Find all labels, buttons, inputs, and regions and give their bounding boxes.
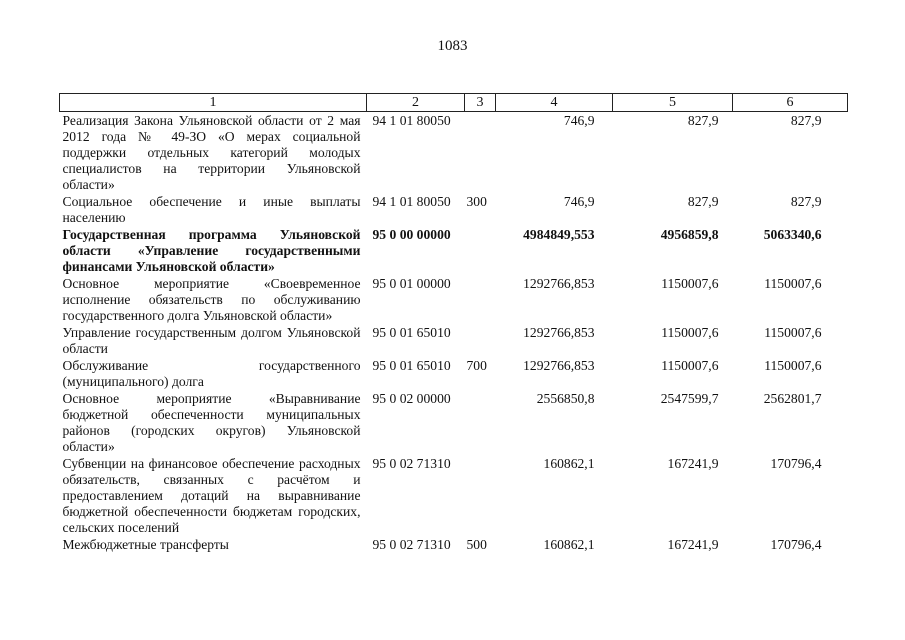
- row-value-col-4: 1292766,853: [523, 358, 595, 373]
- row-value-col-5: 827,9: [687, 194, 719, 209]
- budget-table: [59, 93, 848, 553]
- row-value-col-4: 160862,1: [543, 537, 595, 552]
- row-value-col-6: 1150007,6: [764, 325, 822, 340]
- row-value-col-6: 1150007,6: [764, 358, 822, 373]
- row-value-col-4: 1292766,853: [523, 325, 595, 340]
- row-value-col-5: 4956859,8: [660, 227, 719, 242]
- table-row: [60, 112, 848, 194]
- row-value-col-6: 170796,4: [770, 537, 822, 552]
- row-value-col-5: 167241,9: [667, 456, 719, 471]
- row-type: 700: [466, 358, 487, 373]
- header-col-6: 6: [733, 94, 848, 112]
- row-type: [465, 324, 496, 357]
- row-value-col-6: 827,9: [790, 113, 822, 128]
- row-value-col-5: 1150007,6: [661, 276, 719, 291]
- header-col-3: 3: [465, 94, 496, 112]
- row-value-col-6: 827,9: [790, 194, 822, 209]
- row-code: 95 0 00 00000: [372, 227, 451, 242]
- table-row: [60, 536, 848, 553]
- header-col-4: 4: [496, 94, 613, 112]
- row-type: [465, 390, 496, 455]
- row-code: 95 0 02 71310: [372, 537, 451, 552]
- row-type: [465, 455, 496, 536]
- row-type: [465, 226, 496, 275]
- row-value-col-4: 4984849,553: [523, 227, 595, 242]
- table-row: [60, 226, 848, 275]
- row-name: Основное мероприятие «Своевременное исполнение обязательств по обслуживанию государственного долга Ульяновской области»: [62, 276, 361, 323]
- row-value-col-4: 746,9: [563, 194, 595, 209]
- row-name: Обслуживание государственного (муниципального) долга: [62, 358, 361, 389]
- row-name: Основное мероприятие «Выравнивание бюджетной обеспеченности муниципальных районов (городских округов) Ульяновской области»: [62, 391, 361, 454]
- row-type: [465, 112, 496, 194]
- row-code: 95 0 01 65010: [372, 358, 451, 373]
- row-value-col-4: 746,9: [563, 113, 595, 128]
- row-value-col-4: 1292766,853: [523, 276, 595, 291]
- row-code: 95 0 02 00000: [372, 391, 451, 406]
- page-number: 1083: [437, 38, 468, 54]
- table-row: [60, 357, 848, 390]
- header-col-5: 5: [613, 94, 733, 112]
- row-name: Межбюджетные трансферты: [62, 537, 229, 552]
- row-code: 95 0 01 65010: [372, 325, 451, 340]
- row-value-col-5: 167241,9: [667, 537, 719, 552]
- row-code: 95 0 02 71310: [372, 456, 451, 471]
- header-row: [60, 94, 848, 112]
- row-value-col-6: 170796,4: [770, 456, 822, 471]
- row-value-col-5: 1150007,6: [661, 325, 719, 340]
- table-row: [60, 455, 848, 536]
- row-type: [465, 275, 496, 324]
- row-name: Социальное обеспечение и иные выплаты населению: [62, 194, 361, 225]
- row-code: 95 0 01 00000: [372, 276, 451, 291]
- row-value-col-4: 2556850,8: [536, 391, 595, 406]
- row-code: 94 1 01 80050: [372, 113, 451, 128]
- row-value-col-4: 160862,1: [543, 456, 595, 471]
- table-row: [60, 275, 848, 324]
- row-value-col-6: 5063340,6: [763, 227, 822, 242]
- row-value-col-5: 2547599,7: [660, 391, 719, 406]
- row-type: 300: [466, 194, 487, 209]
- row-type: 500: [466, 537, 487, 552]
- header-col-1: 1: [60, 94, 367, 112]
- header-col-2: 2: [367, 94, 465, 112]
- table-row: [60, 390, 848, 455]
- row-value-col-6: 1150007,6: [764, 276, 822, 291]
- row-value-col-6: 2562801,7: [763, 391, 822, 406]
- row-value-col-5: 827,9: [687, 113, 719, 128]
- table-row: [60, 193, 848, 226]
- row-value-col-5: 1150007,6: [661, 358, 719, 373]
- row-name: Субвенции на финансовое обеспечение расходных обязательств, связанных с расчётом и предоставлением дотаций на выравнивание бюджетной обеспеченности бюджетам городских, сельских поселений: [62, 456, 361, 535]
- row-name: Государственная программа Ульяновской области «Управление государственными финансами Ульяновской области»: [62, 227, 361, 274]
- row-name: Реализация Закона Ульяновской области от 2 мая 2012 года № 49-ЗО «О мерах социальной поддержки отдельных категорий молодых специалистов на территории Ульяновской области»: [62, 113, 361, 192]
- table-row: [60, 324, 848, 357]
- row-name: Управление государственным долгом Ульяновской области: [62, 325, 361, 356]
- row-code: 94 1 01 80050: [372, 194, 451, 209]
